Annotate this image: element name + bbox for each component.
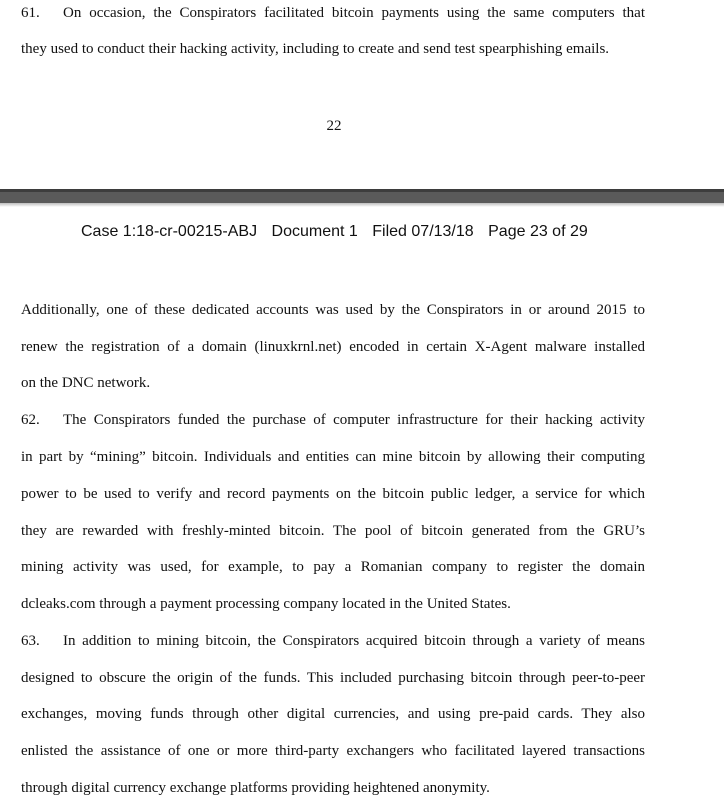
page-number: 22 — [326, 118, 342, 134]
continuation-line-2: renew the registration of a domain (linuxkrnl.net) encoded in certain X-Agent malware installed — [21, 339, 645, 355]
paragraph-62-line-4: they are rewarded with freshly-minted bitcoin. The pool of bitcoin generated from the GRU’s — [21, 523, 645, 539]
paragraph-62-line-5: mining activity was used, for example, to pay a Romanian company to register the domain — [21, 559, 645, 575]
paragraph-61-text: On occasion, the Conspirators facilitated bitcoin payments using the same computers that — [63, 5, 645, 21]
paragraph-62-text: The Conspirators funded the purchase of computer infrastructure for their hacking activity — [63, 412, 645, 428]
previous-page — [0, 0, 724, 189]
paragraph-63-line-1 — [21, 632, 645, 650]
page-count: Page 23 of 29 — [488, 223, 588, 240]
paragraph-62-line-2: in part by “mining” bitcoin. Individuals and entities can mine bitcoin by allowing their computing — [21, 449, 645, 465]
paragraph-62-line-3: power to be used to verify and record payments on the bitcoin public ledger, a service for which — [21, 486, 645, 502]
paragraph-62-number: 62. — [21, 412, 40, 428]
paragraph-63-text: In addition to mining bitcoin, the Conspirators acquired bitcoin through a variety of means — [63, 633, 645, 649]
paragraph-63-line-3: exchanges, moving funds through other digital currencies, and using pre-paid cards. They also — [21, 706, 645, 722]
paragraph-62-line-6: dcleaks.com through a payment processing company located in the United States. — [21, 596, 511, 612]
paragraph-61-number: 61. — [21, 5, 40, 21]
page-separator-shadow — [0, 203, 724, 207]
paragraph-61-line-2: they used to conduct their hacking activity, including to create and send test spearphishing emails. — [21, 41, 610, 57]
continuation-line-3: on the DNC network. — [21, 375, 151, 391]
filed-date: Filed 07/13/18 — [372, 223, 474, 240]
paragraph-61-line-1 — [21, 4, 645, 22]
paragraph-63-line-4: enlisted the assistance of one or more third-party exchangers who facilitated layered transactions — [21, 743, 645, 759]
paragraph-63-line-5: through digital currency exchange platforms providing heightened anonymity. — [21, 780, 490, 796]
case-header — [81, 222, 598, 242]
continuation-line-1: Additionally, one of these dedicated accounts was used by the Conspirators in or around 2015 to — [21, 302, 645, 318]
paragraph-62-line-1 — [21, 411, 645, 429]
page-separator — [0, 189, 724, 203]
case-number: Case 1:18-cr-00215-ABJ — [81, 223, 258, 240]
paragraph-63-number: 63. — [21, 633, 40, 649]
paragraph-63-line-2: designed to obscure the origin of the funds. This included purchasing bitcoin through peer-to-peer — [21, 670, 645, 686]
document-number: Document 1 — [271, 223, 358, 240]
